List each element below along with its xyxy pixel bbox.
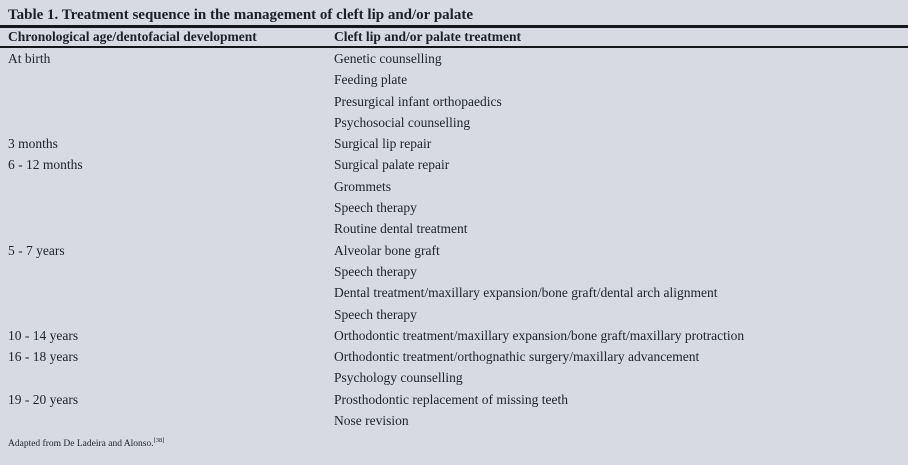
age-cell [0,197,326,218]
treatment-cell: Orthodontic treatment/maxillary expansion/bone graft/maxillary protraction [334,327,745,343]
treatment-cell: Speech therapy [334,263,417,279]
treatment-cell: Speech therapy [334,306,417,322]
table-row [0,325,908,346]
age-cell [0,304,326,325]
column-header-age: Chronological age/dentofacial development [8,29,257,44]
age-cell: 16 - 18 years [8,349,79,365]
treatment-cell: Dental treatment/maxillary expansion/bone graft/dental arch alignment [334,285,718,301]
treatment-cell: Nose revision [334,413,409,429]
table-body [0,48,908,431]
age-cell [0,261,326,282]
treatment-cell: Genetic counselling [334,51,442,66]
table-row [0,112,908,133]
treatment-cell: Grommets [334,178,391,194]
table-header-row [0,28,908,46]
age-cell: 3 months [8,136,58,152]
treatment-cell: Feeding plate [334,72,408,88]
table-row [0,304,908,325]
table-title: Table 1. Treatment sequence in the management of cleft lip and/or palate [8,7,473,23]
age-cell: 5 - 7 years [8,242,65,258]
age-cell [0,367,326,388]
column-header-treatment: Cleft lip and/or palate treatment [334,29,521,44]
age-cell [0,218,326,239]
age-cell [0,91,326,112]
table-row [0,48,908,69]
treatment-cell: Orthodontic treatment/orthognathic surgery/maxillary advancement [334,349,700,365]
table-row [0,154,908,175]
table-row [0,346,908,367]
footnote-reference: [38] [153,437,165,445]
treatment-cell: Presurgical infant orthopaedics [334,93,502,109]
treatment-cell: Alveolar bone graft [334,242,440,258]
age-cell [0,176,326,197]
treatment-cell: Speech therapy [334,200,417,216]
table-row [0,69,908,90]
table-row [0,410,908,431]
table-row [0,389,908,410]
treatment-cell: Psychosocial counselling [334,114,471,130]
age-cell [0,112,326,133]
age-cell [0,282,326,303]
table-row [0,240,908,261]
table-row [0,367,908,388]
footnote-text: Adapted from De Ladeira and Alonso. [8,439,154,450]
treatment-cell: Routine dental treatment [334,221,468,237]
table-row [0,176,908,197]
age-cell [0,69,326,90]
footnote [0,438,908,450]
table-row [0,261,908,282]
table-row [0,282,908,303]
treatment-cell: Surgical lip repair [334,136,432,152]
treatment-cell: Psychology counselling [334,370,463,386]
table-row [0,91,908,112]
age-cell: 19 - 20 years [8,391,79,407]
age-cell: 6 - 12 months [8,157,83,173]
table-row [0,133,908,154]
table-row [0,218,908,239]
treatment-cell: Surgical palate repair [334,157,450,173]
table-row [0,197,908,218]
age-cell: At birth [8,51,51,66]
age-cell: 10 - 14 years [8,327,79,343]
age-cell [0,410,326,431]
treatment-cell: Prosthodontic replacement of missing teeth [334,391,568,407]
